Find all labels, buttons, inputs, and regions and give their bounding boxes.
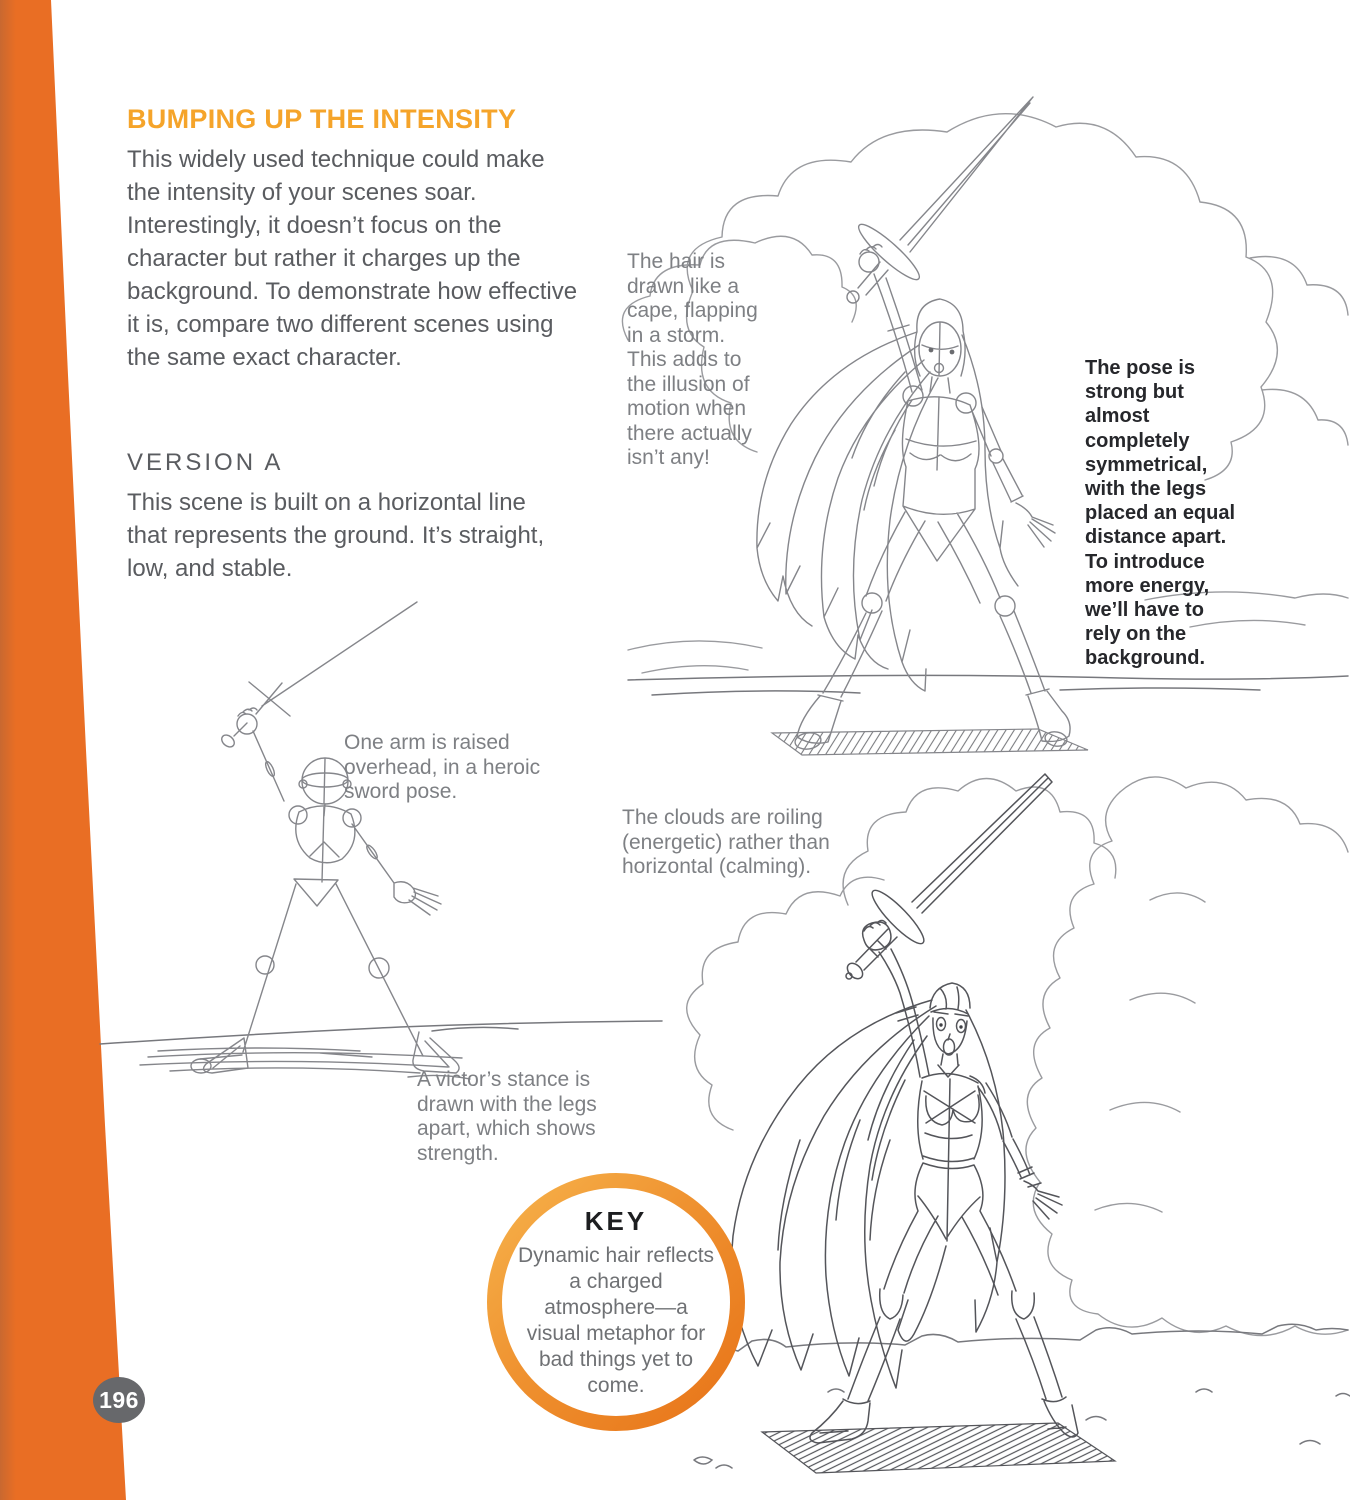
key-heading: KEY xyxy=(584,1205,648,1236)
annotation-pose: The pose is strong but almost completely symmetrical, with the legs placed an equal distance apart. To introduce more energy, we’ll have to rely on the background. xyxy=(1085,357,1236,670)
annotation-clouds: The clouds are roiling (energetic) rather than horizontal (calming). xyxy=(622,806,830,878)
key-body: Dynamic hair reflects a charged atmosphere—a visual metaphor for bad things yet to come. xyxy=(517,1243,715,1397)
section-title: BUMPING UP THE INTENSITY xyxy=(127,104,517,134)
left-accent-stripe xyxy=(0,0,140,1500)
annotation-stance: A victor’s stance is drawn with the legs apart, which shows strength. xyxy=(417,1068,597,1165)
annotation-arm: One arm is raised overhead, in a heroic sword pose. xyxy=(344,731,541,803)
version-a-paragraph: This scene is built on a horizontal line that represents the ground. It’s straight, low, and stable. xyxy=(127,489,545,582)
version-a-heading: VERSION A xyxy=(127,449,284,476)
page-number-badge: 196 xyxy=(93,1377,145,1423)
key-callout xyxy=(487,1173,745,1431)
version-a-sketch xyxy=(100,602,662,1079)
intro-paragraph: This widely used technique could make the intensity of your scenes soar. Interestingly, it doesn’t focus on the character but rather it charges up the background. To demonstrate how effective it is, compare two different scenes using the same exact character. xyxy=(127,146,578,371)
annotation-hair: The hair is drawn like a cape, flapping in a storm. This adds to the illusion of motion when there actually isn’t any! xyxy=(627,250,758,469)
key-callout-inner xyxy=(502,1188,730,1416)
